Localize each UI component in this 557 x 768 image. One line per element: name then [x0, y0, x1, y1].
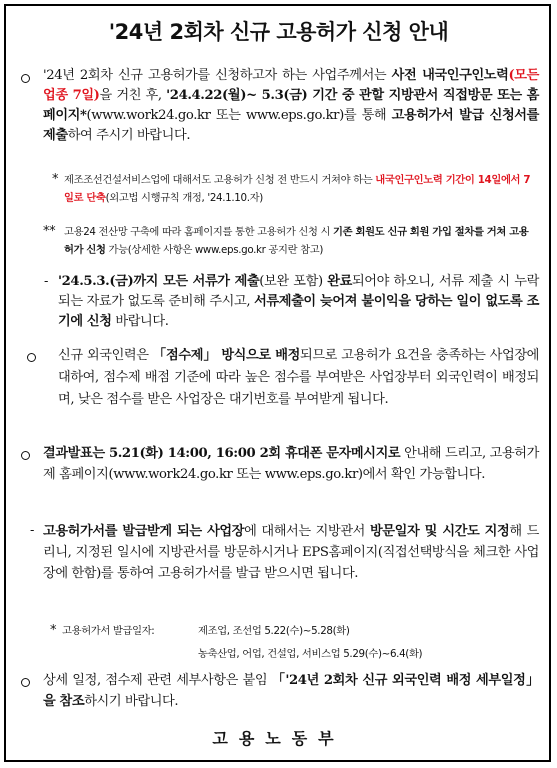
dash-1: - — [44, 274, 48, 289]
item2-text-a: 신규 외국인력은 — [58, 348, 153, 363]
item1-websites: (www.work24.go.kr 또는 www.eps.go.kr)를 통해 — [86, 108, 392, 123]
note2-asterisks: ** — [43, 224, 56, 239]
schedule-manufacturing: 제조업, 조선업 5.22(수)~5.28(화) — [198, 625, 350, 637]
note1-text-c: (외고법 시행규칙 개정, '24.1.10.자) — [105, 192, 263, 204]
bullet-circle-1 — [21, 74, 30, 83]
item4-text-a: 상세 일정, 점수제 관련 세부사항은 붙임 — [43, 673, 272, 688]
item-detail-schedule — [43, 670, 539, 712]
item3-text-b: 안내해 드리고, 고용허가제 홈페이지(www.work24.go.kr 또는 www.eps.go.kr)에서 확인 가능합니다. — [43, 446, 539, 482]
schedule-asterisk: * — [50, 623, 57, 638]
dash1-text-f: 바랍니다. — [111, 314, 169, 329]
item-result-announcement — [43, 443, 539, 485]
note2-text-a: 고용24 전산망 구축에 따라 홈페이지를 통한 고용허가 신청 시 — [64, 226, 334, 238]
schedule-agriculture-services: 농축산업, 어업, 건설업, 서비스업 5.29(수)~6.4(화) — [198, 648, 423, 660]
ministry-name: 고용노동부 — [212, 729, 345, 748]
note1-text-a: 제조조선건설서비스업에 대해서도 고용허가 신청 전 반드시 거쳐야 하는 — [64, 174, 376, 186]
dash2-workplace: 고용허가서를 발급받게 되는 사업장 — [43, 524, 245, 539]
item1-text-a: '24년 2회차 신규 고용허가를 신청하고자 하는 사업주께서는 — [43, 68, 392, 83]
note1-period-shortened: 내국인구인노력 기간이 14일에서 7일로 단축 — [64, 174, 531, 204]
bullet-circle-3 — [21, 451, 30, 460]
item1-text-b: 사전 내국인구인노력 — [391, 68, 509, 83]
note1-asterisk: * — [52, 172, 59, 187]
note2-text-c: 가능(상세한 사항은 www.eps.go.kr 공지란 참고) — [105, 244, 324, 256]
item1-text-d: 을 거친 후, — [99, 88, 167, 103]
item2-point-system: 「점수제」 방식으로 배정 — [152, 348, 300, 363]
note-recruitment-shortened — [64, 171, 538, 207]
note2-membership: 기존 회원도 신규 회원 가입 절차를 거쳐 고용허가 신청 — [64, 226, 529, 256]
item-application-period — [43, 66, 539, 146]
dash-2: - — [30, 523, 34, 538]
item-submission-deadline — [58, 272, 539, 332]
item-point-system — [58, 345, 539, 411]
schedule-label: 고용허가서 발급일자: — [62, 625, 155, 637]
item-permit-issuance — [43, 521, 539, 584]
note-new-membership — [64, 223, 538, 259]
item2-text-c: 되므로 고용허가 요건을 충족하는 사업장에 대하여, 점수제 배점 기준에 따라 높은 점수를 부여받은 사업장부터 외국인력이 배정되며, 낮은 점수를 받은 사업장은 대기번호를 부여받게 됩니다. — [58, 348, 539, 407]
item1-all-industries-7days: (모든 업종 7일) — [43, 68, 539, 103]
item1-submit: 고용허가서 발급 신청서를 제출 — [43, 108, 539, 143]
dash2-text-d: 해 드리니, 지정된 일시에 지방관서를 방문하시거나 EPS홈페이지(직접선택방식을 체크한 사업장에 한함)를 통하여 고용허가서를 발급 받으시면 됩니다. — [43, 524, 539, 581]
bullet-circle-4 — [21, 678, 30, 687]
item1-period: '24.4.22(월)~ 5.3(금) 기간 중 관할 지방관서 직접방문 또는 홈페이지* — [43, 88, 540, 123]
item4-text-c: 하시기 바랍니다. — [84, 694, 179, 709]
page-title: '24년 2회차 신규 고용허가 신청 안내 — [108, 20, 449, 44]
dash2-visit-time: 방문일자 및 시간도 지정 — [369, 524, 510, 539]
item4-attachment-reference: 「'24년 2회차 신규 외국인력 배정 세부일정」을 참조 — [43, 673, 539, 709]
dash1-text-d: 되어야 하오니, 서류 제출 시 누락되는 자료가 없도록 준비해 주시고, — [58, 274, 539, 309]
item1-text-h: 하여 주시기 바랍니다. — [67, 128, 191, 143]
dash1-text-b: (보완 포함) — [259, 274, 328, 289]
bullet-circle-2 — [27, 353, 36, 362]
dash1-deadline: '24.5.3.(금)까지 모든 서류가 제출 — [58, 274, 260, 289]
dash1-early-apply: 서류제출이 늦어져 불이익을 당하는 일이 없도록 조기에 신청 — [58, 294, 539, 329]
dash1-complete: 완료 — [327, 274, 352, 289]
item3-announcement: 결과발표는 5.21(화) 14:00, 16:00 2회 휴대폰 문자메시지로 — [43, 446, 401, 461]
dash2-text-b: 에 대해서는 지방관서 — [244, 524, 370, 539]
